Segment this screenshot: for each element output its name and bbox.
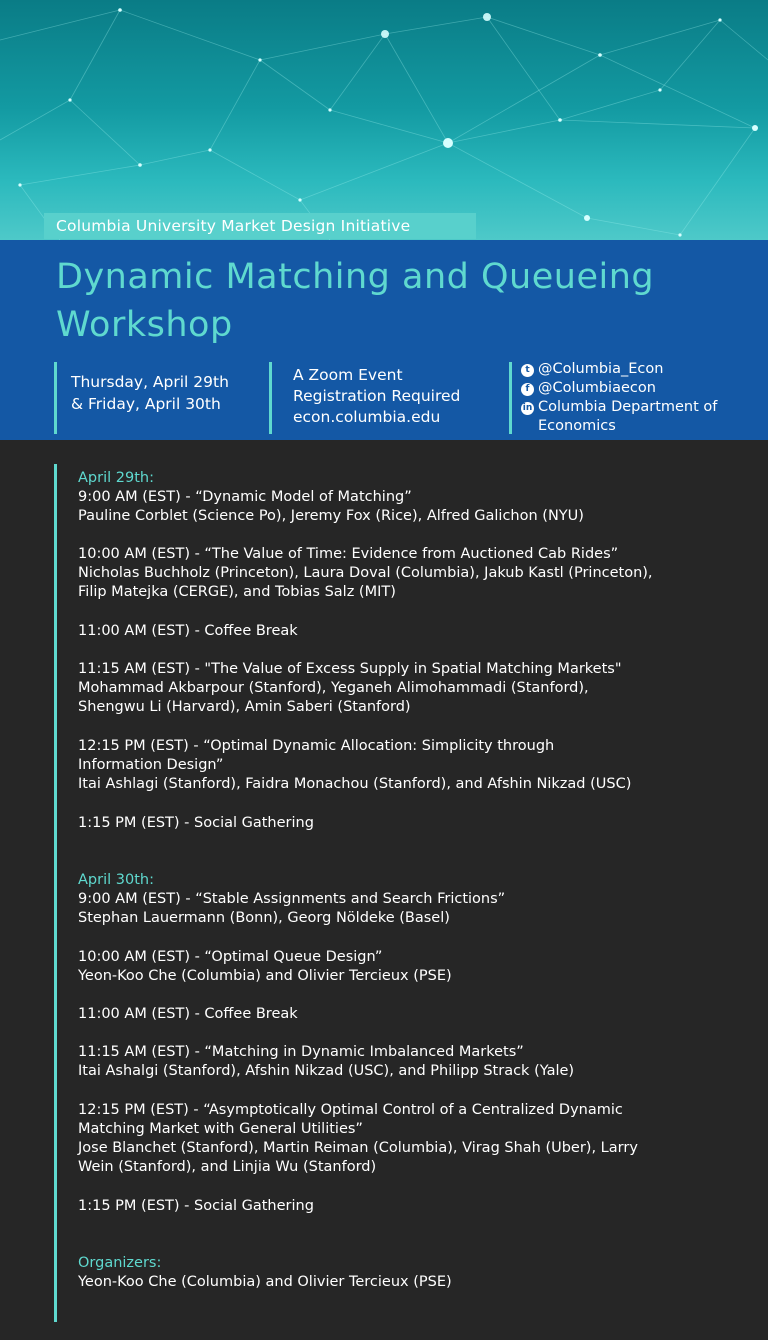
day2-session-5-title-2: Matching Market with General Utilities” xyxy=(78,1121,363,1137)
day1-session-2-speakers-1: Nicholas Buchholz (Princeton), Laura Doval (Columbia), Jakub Kastl (Princeton), xyxy=(78,565,653,581)
day1-session-5-speakers: Itai Ashlagi (Stanford), Faidra Monachou (Stanford), and Afshin Nikzad (USC) xyxy=(78,776,632,792)
day1-session-4-speakers-1: Mohammad Akbarpour (Stanford), Yeganeh Alimohammadi (Stanford), xyxy=(78,680,589,696)
title-line-2: Workshop xyxy=(56,305,233,345)
day2-session-1-title: 9:00 AM (EST) - “Stable Assignments and Search Frictions” xyxy=(78,891,506,907)
day2-session-4-speakers: Itai Ashalgi (Stanford), Afshin Nikzad (USC), and Philipp Strack (Yale) xyxy=(78,1063,575,1079)
linkedin-handle[interactable] xyxy=(521,398,717,436)
day2-session-1-speakers: Stephan Lauermann (Bonn), Georg Nöldeke (Basel) xyxy=(78,910,450,926)
dates-column xyxy=(54,362,268,434)
day1-session-4-speakers-2: Shengwu Li (Harvard), Amin Saberi (Stanford) xyxy=(78,699,411,715)
day2-session-5-speakers-2: Wein (Stanford), and Linjia Wu (Stanford) xyxy=(78,1159,377,1175)
day1-session-2-speakers-2: Filip Matejka (CERGE), and Tobias Salz (MIT) xyxy=(78,584,396,600)
organization-banner: Columbia University Market Design Initiative xyxy=(44,213,476,239)
day1-session-5-title-1: 12:15 PM (EST) - “Optimal Dynamic Allocation: Simplicity through xyxy=(78,738,555,754)
dates-line-1: Thursday, April 29th xyxy=(71,373,229,391)
organizers-heading: Organizers: xyxy=(78,1255,162,1271)
twitter-icon: t xyxy=(521,364,534,377)
day2-session-4-title: 11:15 AM (EST) - “Matching in Dynamic Imbalanced Markets” xyxy=(78,1044,524,1060)
day1-session-6-title: 1:15 PM (EST) - Social Gathering xyxy=(78,815,314,831)
page-title xyxy=(56,253,756,349)
registration-note: Registration Required xyxy=(293,387,461,405)
social-column xyxy=(509,362,768,434)
day2-session-2-speakers: Yeon-Koo Che (Columbia) and Olivier Tercieux (PSE) xyxy=(78,968,452,984)
day2-session-2-title: 10:00 AM (EST) - “Optimal Queue Design” xyxy=(78,949,383,965)
day2-session-3-title: 11:00 AM (EST) - Coffee Break xyxy=(78,1006,298,1022)
event-info-column xyxy=(269,362,509,434)
linkedin-label-2: Economics xyxy=(538,418,616,434)
day1-session-1-speakers: Pauline Corblet (Science Po), Jeremy Fox (Rice), Alfred Galichon (NYU) xyxy=(78,508,584,524)
day1-heading: April 29th: xyxy=(78,470,154,486)
network-pattern xyxy=(0,0,768,240)
day1-session-5-title-2: Information Design” xyxy=(78,757,224,773)
website-link[interactable]: econ.columbia.edu xyxy=(293,408,441,426)
dates-line-2: & Friday, April 30th xyxy=(71,395,221,413)
linkedin-label-1: Columbia Department of xyxy=(538,399,718,415)
event-info xyxy=(293,365,460,428)
day2-heading: April 30th: xyxy=(78,872,154,888)
organizers-names: Yeon-Koo Che (Columbia) and Olivier Tercieux (PSE) xyxy=(78,1274,452,1290)
twitter-handle[interactable]: t @Columbia_Econ xyxy=(521,360,663,379)
day2-session-5-title-1: 12:15 PM (EST) - “Asymptotically Optimal Control of a Centralized Dynamic xyxy=(78,1102,623,1118)
day2-session-6-title: 1:15 PM (EST) - Social Gathering xyxy=(78,1198,314,1214)
hero-network-graphic xyxy=(0,0,768,240)
content-accent-rule xyxy=(54,464,57,1322)
day2-session-5-speakers-1: Jose Blanchet (Stanford), Martin Reiman (Columbia), Virag Shah (Uber), Larry xyxy=(78,1140,638,1156)
day1-session-4-title: 11:15 AM (EST) - "The Value of Excess Supply in Spatial Matching Markets" xyxy=(78,661,622,677)
title-line-1: Dynamic Matching and Queueing xyxy=(56,257,655,297)
event-format: A Zoom Event xyxy=(293,366,403,384)
day1-session-2-title: 10:00 AM (EST) - “The Value of Time: Evidence from Auctioned Cab Rides” xyxy=(78,546,619,562)
linkedin-icon: in xyxy=(522,403,533,413)
facebook-icon: f xyxy=(521,383,534,396)
day1-session-3-title: 11:00 AM (EST) - Coffee Break xyxy=(78,623,298,639)
event-dates xyxy=(71,371,229,415)
facebook-handle[interactable]: f @Columbiaecon xyxy=(521,379,656,398)
day1-session-1-title: 9:00 AM (EST) - “Dynamic Model of Matching” xyxy=(78,489,412,505)
